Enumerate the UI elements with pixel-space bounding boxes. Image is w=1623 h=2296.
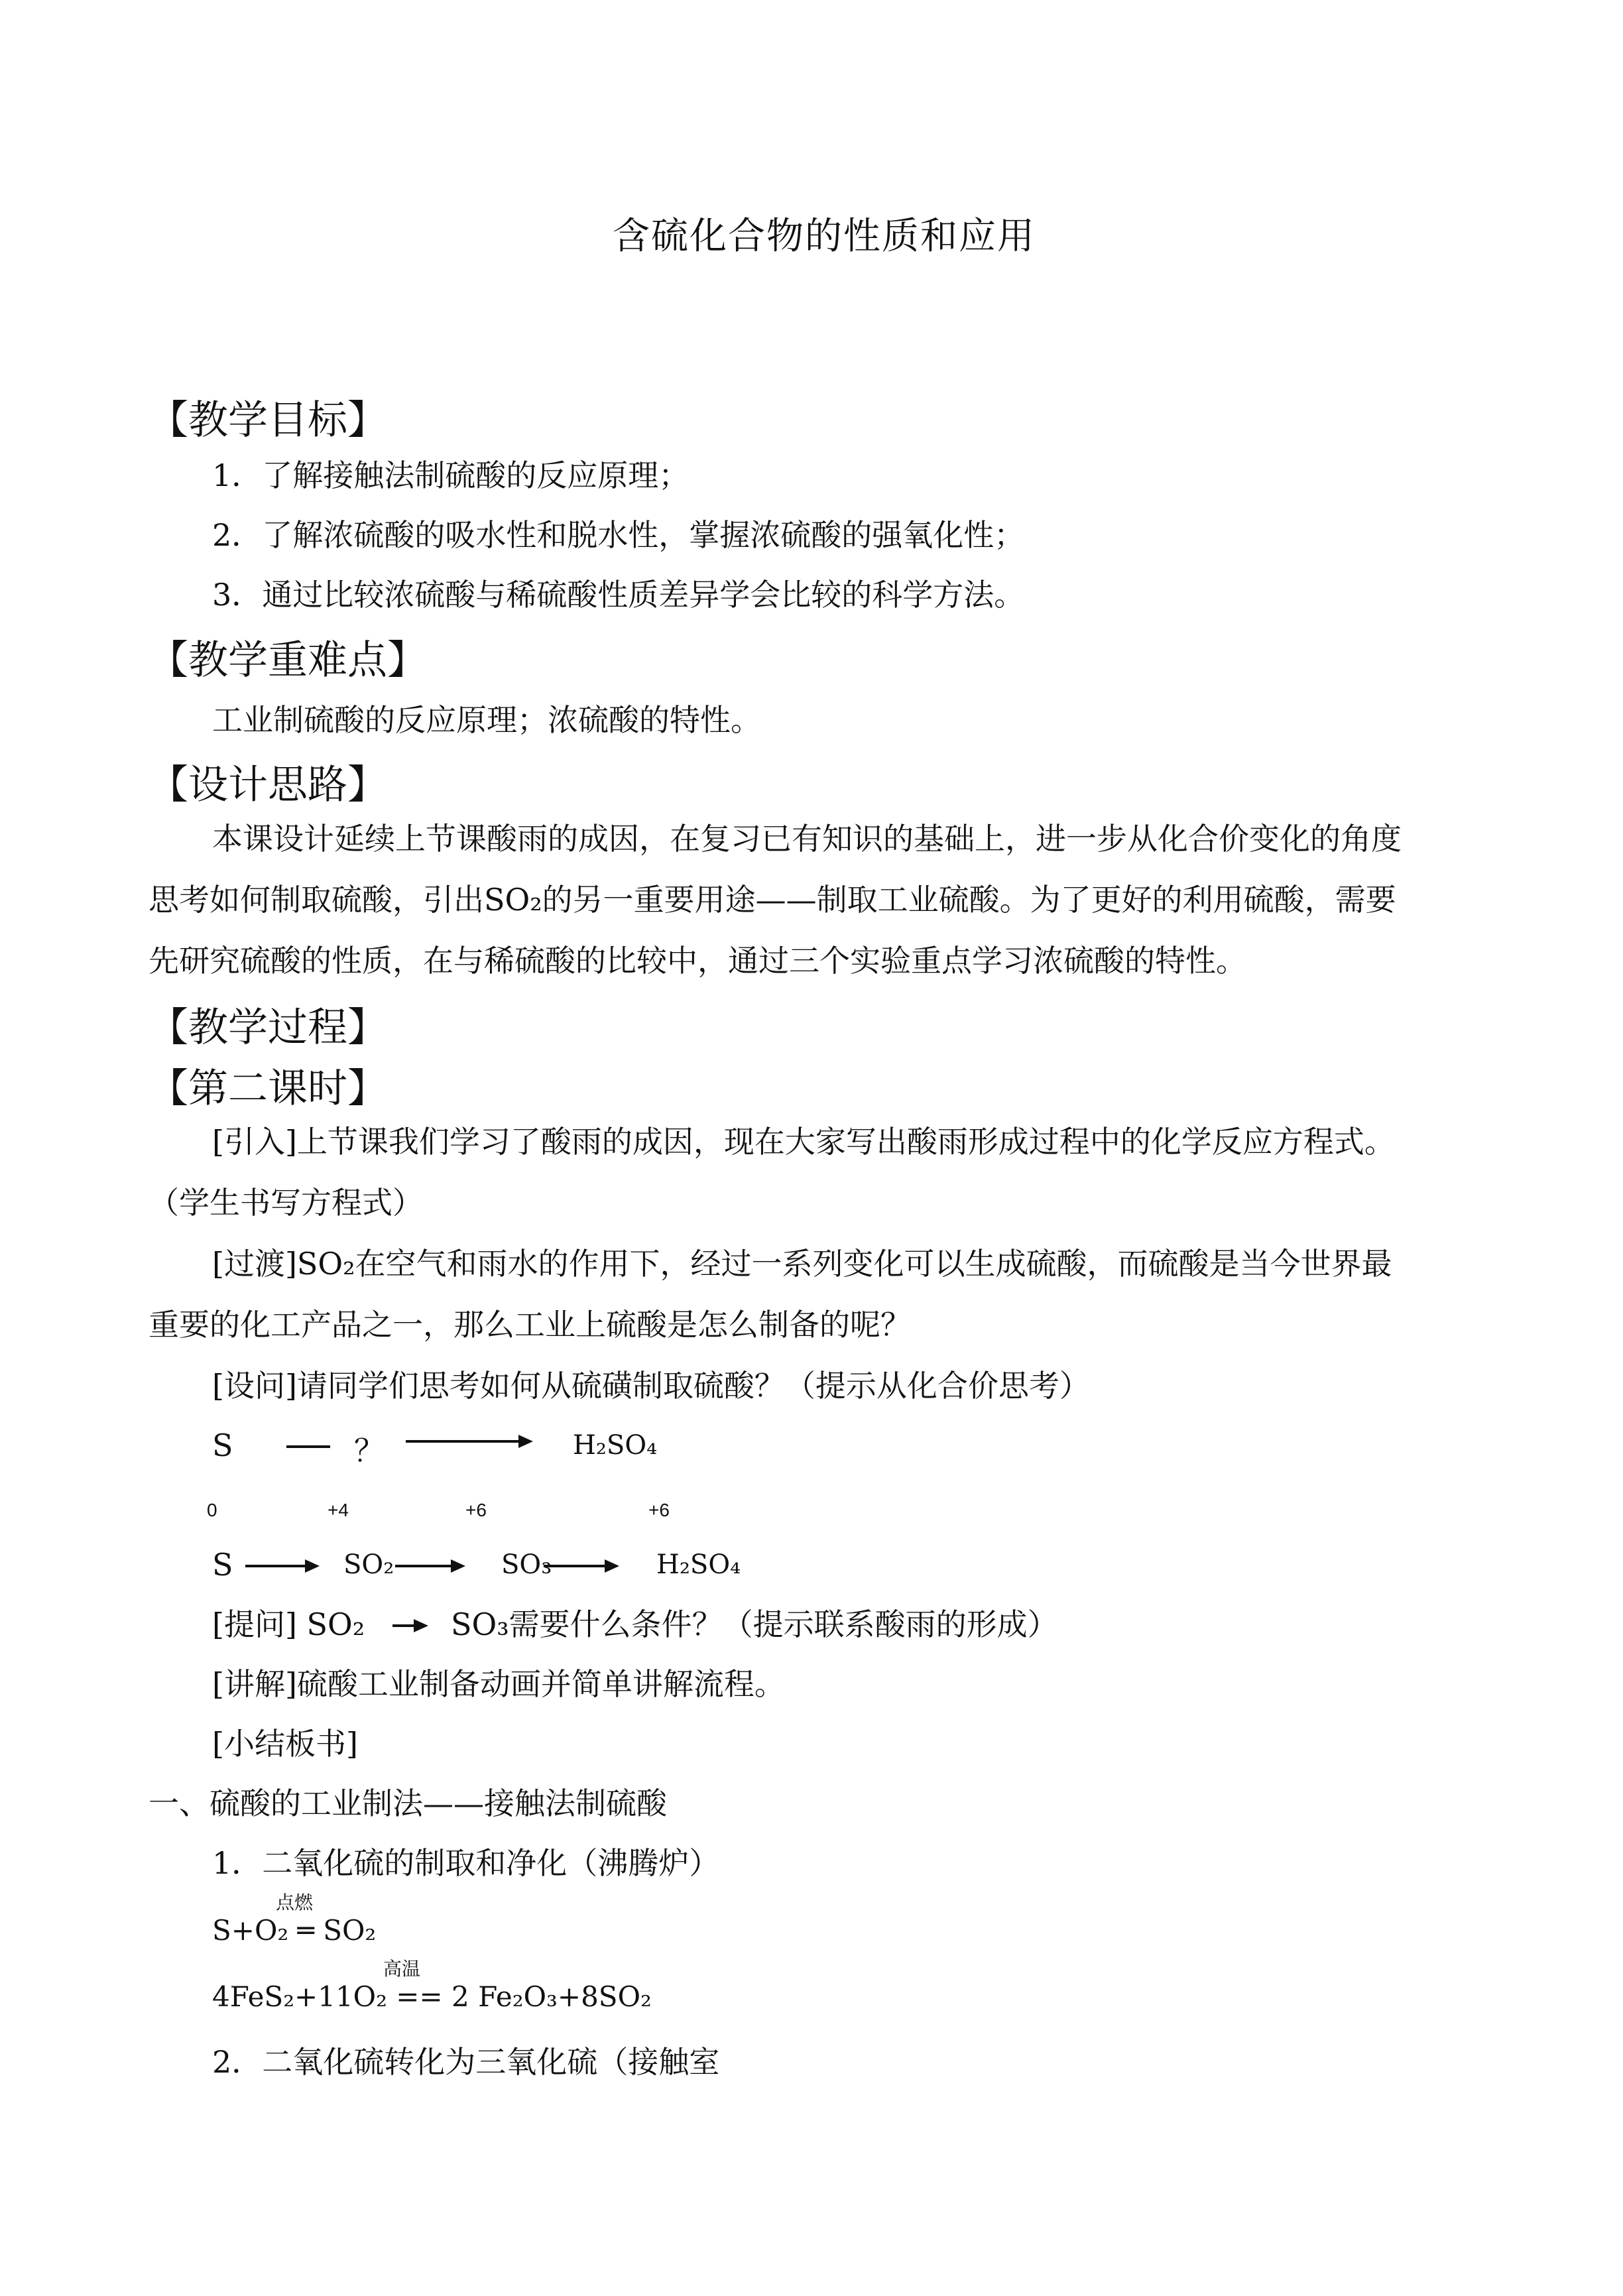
key-points-heading: 【教学重难点】 xyxy=(149,637,427,684)
ask-arrow xyxy=(392,1624,424,1627)
ox-state-s: 0 xyxy=(207,1500,217,1520)
scheme1-h2so4: H₂SO₄ xyxy=(573,1430,658,1461)
eq2-condition: 高温 xyxy=(383,1959,421,1979)
ox-state-h2so4: +6 xyxy=(648,1500,670,1520)
scheme2-arrow-3 xyxy=(544,1565,615,1567)
scheme2-so2: SO₂ xyxy=(343,1549,394,1580)
ox-state-so2: +4 xyxy=(328,1500,349,1520)
equation-1: S+O₂ ═ SO₂ xyxy=(212,1914,377,1947)
objective-item-1: 1．了解接触法制硫酸的反应原理； xyxy=(212,457,690,493)
objective-item-2: 2．了解浓硫酸的吸水性和脱水性，掌握浓硫酸的强氧化性； xyxy=(212,517,1025,553)
scheme2-so3: SO₃ xyxy=(501,1549,552,1580)
process-heading: 【教学过程】 xyxy=(149,1004,387,1051)
scheme2-h2so4: H₂SO₄ xyxy=(656,1549,741,1580)
intro-line-1: [引入]上节课我们学习了酸雨的成因，现在大家写出酸雨形成过程中的化学反应方程式。 xyxy=(212,1124,1395,1160)
explain-line: [讲解]硫酸工业制备动画并简单讲解流程。 xyxy=(212,1666,785,1702)
scheme1-arrow xyxy=(406,1440,529,1443)
scheme2-s: S xyxy=(212,1547,233,1583)
scheme1-question: ？ xyxy=(354,1433,385,1469)
design-line-2: 思考如何制取硫酸，引出SO₂的另一重要用途——制取工业硫酸。为了更好的利用硫酸，需要 xyxy=(149,882,1396,918)
ask-prefix: [提问] SO₂ xyxy=(212,1606,365,1642)
page-title: 含硫化合物的性质和应用 xyxy=(613,215,1036,258)
scheme2-arrow-1 xyxy=(245,1565,316,1567)
design-line-1: 本课设计延续上节课酸雨的成因，在复习已有知识的基础上，进一步从化合价变化的角度 xyxy=(212,821,1402,857)
step1-line: 1．二氧化硫的制取和净化（沸腾炉） xyxy=(212,1845,720,1881)
ask-suffix: SO₃需要什么条件？（提示联系酸雨的形成） xyxy=(451,1606,1058,1642)
design-line-3: 先研究硫酸的性质，在与稀硫酸的比较中，通过三个实验重点学习浓硫酸的特性。 xyxy=(149,943,1246,979)
scheme1-dash xyxy=(286,1445,330,1448)
summary-line: [小结板书] xyxy=(212,1726,358,1762)
scheme1-s: S xyxy=(212,1427,233,1463)
transition-line-1: [过渡]SO₂在空气和雨水的作用下，经过一系列变化可以生成硫酸，而硫酸是当今世界最 xyxy=(212,1246,1392,1282)
objectives-heading: 【教学目标】 xyxy=(149,397,387,444)
lesson-heading: 【第二课时】 xyxy=(149,1065,387,1112)
intro-line-2: （学生书写方程式） xyxy=(149,1185,423,1221)
equation-2: 4FeS₂+11O₂ == 2 Fe₂O₃+8SO₂ xyxy=(212,1980,652,2013)
question-line: [设问]请同学们思考如何从硫磺制取硫酸？（提示从化合价思考） xyxy=(212,1368,1090,1404)
objective-item-3: 3．通过比较浓硫酸与稀硫酸性质差异学会比较的科学方法。 xyxy=(212,577,1025,613)
design-heading: 【设计思路】 xyxy=(149,762,387,808)
key-points-text: 工业制硫酸的反应原理；浓硫酸的特性。 xyxy=(212,702,761,738)
eq1-condition: 点燃 xyxy=(276,1892,314,1913)
step2-line: 2．二氧化硫转化为三氧化硫（接触室 xyxy=(212,2044,720,2080)
transition-line-2: 重要的化工产品之一，那么工业上硫酸是怎么制备的呢？ xyxy=(149,1307,911,1343)
part-one-heading: 一、硫酸的工业制法——接触法制硫酸 xyxy=(149,1785,667,1821)
scheme2-arrow-2 xyxy=(395,1565,461,1567)
ox-state-so3: +6 xyxy=(465,1500,487,1520)
